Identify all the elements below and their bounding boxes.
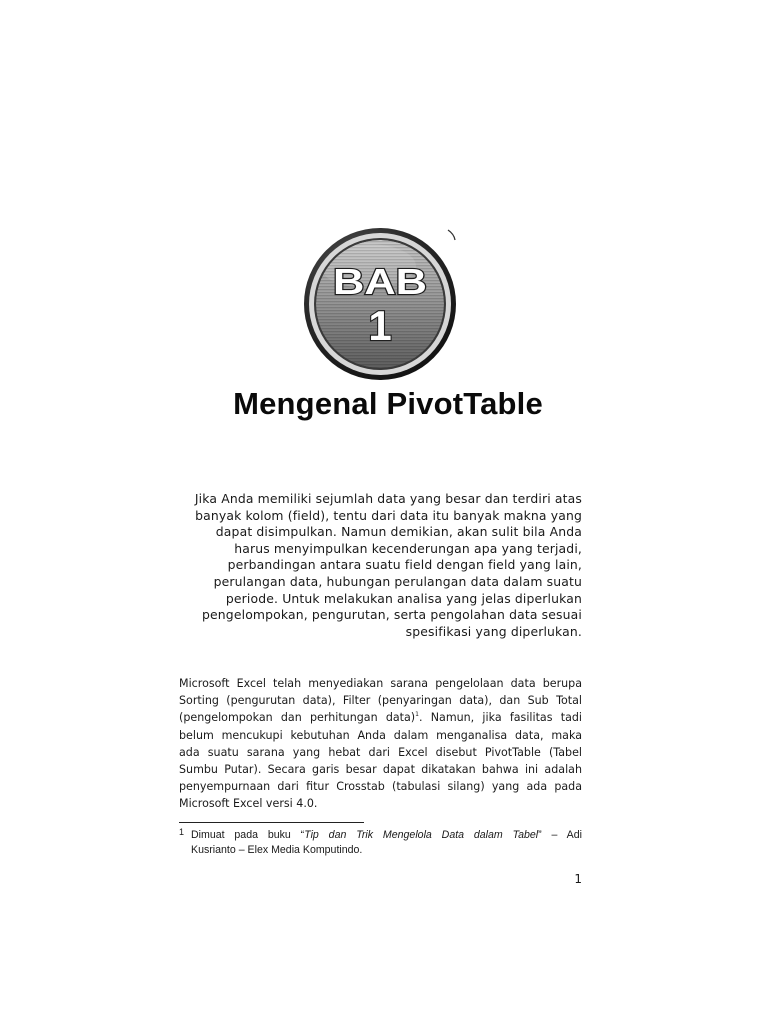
body-line: Microsoft Excel versi 4.0. <box>179 797 318 811</box>
footnote-prefix: Dimuat pada buku “ <box>191 829 305 841</box>
body-line <box>179 709 582 726</box>
footnote-book-title: Tip dan Trik Mengelola Data dalam Tabel <box>304 829 539 841</box>
footnote-line <box>188 828 582 843</box>
footnote-reference[interactable]: 1 <box>415 711 419 719</box>
chapter-badge <box>298 226 462 382</box>
body-line: Microsoft Excel telah menyediakan sarana pengelolaan data berupa <box>179 677 582 690</box>
body-text: (pengelompokan dan perhitungan data) <box>179 711 416 725</box>
intro-line: dapat disimpulkan. Namun demikian, akan sulit bila Anda <box>215 524 582 540</box>
footnote-divider <box>179 822 364 823</box>
badge-word: BAB <box>333 261 427 302</box>
body-line: Sumbu Putar). Secara garis besar dapat dikatakan bahwa ini adalah <box>179 763 582 777</box>
body-line: Sorting (pengurutan data), Filter (penyaringan data), dan Sub Total <box>179 694 582 708</box>
page-number: 1 <box>574 872 582 886</box>
intro-line: banyak kolom (field), tentu dari data itu banyak makna yang <box>195 507 582 523</box>
footnote-marker: 1 <box>179 827 185 837</box>
intro-line: perbandingan antara suatu field dengan field yang lain, <box>227 557 582 573</box>
intro-paragraph <box>180 491 582 640</box>
body-line: belum mencukupi kebutuhan Anda dalam menganalisa data, maka <box>179 728 582 742</box>
intro-line: perulangan data, hubungan perulangan data dalam suatu <box>213 573 582 589</box>
body-line: ada suatu sarana yang hebat dari Excel disebut PivotTable (Tabel <box>179 745 582 759</box>
footnote-line: Kusrianto – Elex Media Komputindo. <box>191 844 363 856</box>
badge-number: 1 <box>368 302 392 349</box>
intro-line: Jika Anda memiliki sejumlah data yang besar dan terdiri atas <box>194 491 582 506</box>
body-text: . Namun, jika fasilitas tadi <box>418 711 582 725</box>
body-paragraph <box>179 675 582 813</box>
intro-line: harus menyimpulkan kecenderungan apa yang terjadi, <box>234 540 582 556</box>
intro-line: spesifikasi yang diperlukan. <box>405 623 582 639</box>
chapter-badge-emblem-icon <box>298 226 462 382</box>
intro-line: pengelompokan, pengurutan, serta pengolahan data sesuai <box>202 607 582 623</box>
intro-line: periode. Untuk melakukan analisa yang jelas diperlukan <box>225 590 582 606</box>
footnote <box>179 828 582 858</box>
body-line: penyempurnaan dari fitur Crosstab (tabulasi silang) yang ada pada <box>179 780 582 794</box>
footnote-text <box>179 828 582 858</box>
footnote-suffix: ” – Adi <box>538 829 582 841</box>
chapter-title: Mengenal PivotTable <box>233 386 543 421</box>
